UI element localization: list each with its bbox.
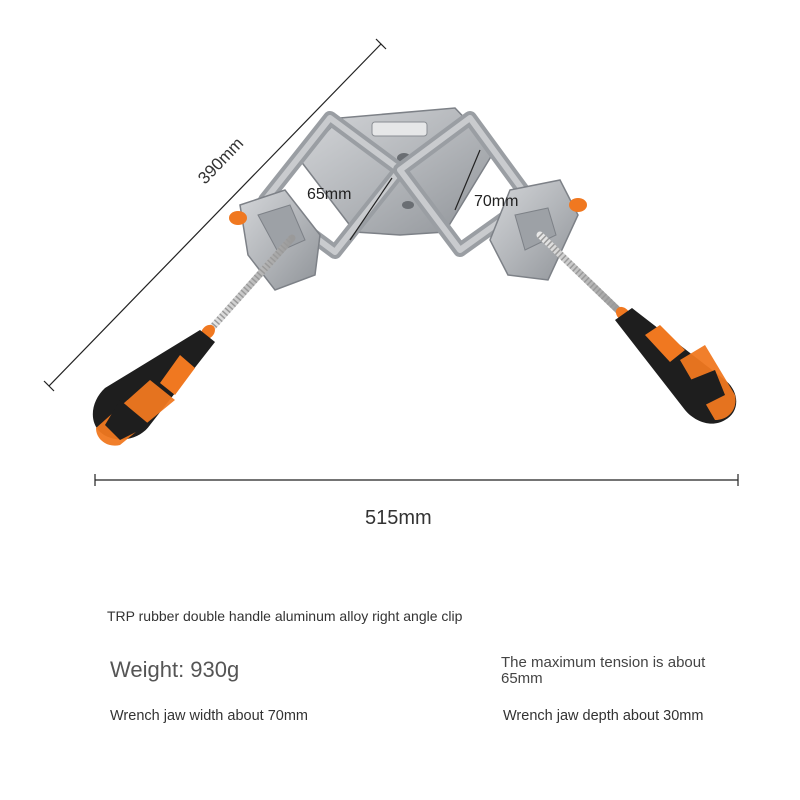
right-jaw-knob xyxy=(569,198,587,212)
max-tension-spec: The maximum tension is about 65mm xyxy=(501,654,706,687)
left-jaw-knob xyxy=(229,211,247,225)
height-dimension-line xyxy=(44,39,386,391)
jaw-width-spec: Wrench jaw width about 70mm xyxy=(110,708,308,724)
angle-clamp-body xyxy=(229,108,587,290)
weight-spec: Weight: 930g xyxy=(110,657,240,682)
left-handle xyxy=(93,238,292,446)
right-handle xyxy=(540,235,736,424)
jaw-depth-spec: Wrench jaw depth about 30mm xyxy=(503,708,704,724)
product-title: TRP rubber double handle aluminum alloy right angle clip xyxy=(107,608,463,624)
jaw-right-dimension-label: 70mm xyxy=(474,193,519,210)
height-dimension-label: 390mm xyxy=(194,133,248,188)
width-dimension-line xyxy=(95,474,738,486)
mounting-hole xyxy=(402,201,414,209)
width-dimension-label: 515mm xyxy=(365,507,432,529)
jaw-left-dimension-label: 65mm xyxy=(307,186,352,203)
